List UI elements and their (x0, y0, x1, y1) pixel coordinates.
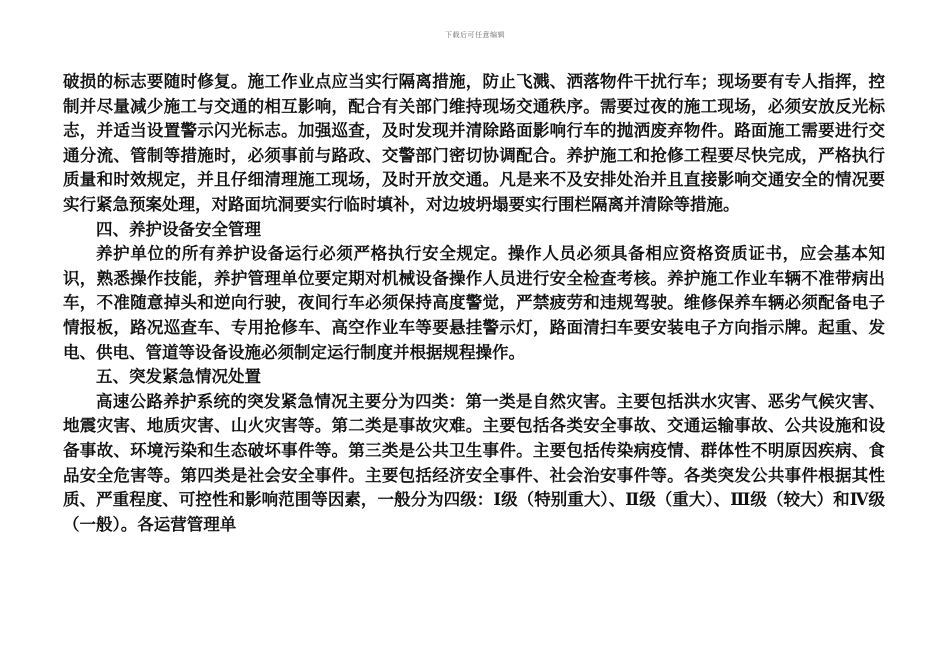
section-heading-5: 五、突发紧急情况处置 (96, 367, 261, 387)
page-header-note: 下载后可任意编辑 (445, 31, 505, 39)
paragraph-emergency-handling: 高速公路养护系统的突发紧急情况主要分为四类：第一类是自然灾害。主要包括洪水灾害、恶劣气候灾害、地震灾害、地质灾害、山火灾害等。第二类是事故灾难。主要包括各类安全事故、交通运输事故、公共设施和设备事故、环境污染和生态破坏事件等。第三类是公共卫生事件。主要包括传染病疫情、群体性不明原因疾病、食品安全危害等。第四类是社会安全事件。主要包括经济安全事件、社会治安事件等。各类突发公共事件根据其性质、严重程度、可控性和影响范围等因素，一般分为四级：Ⅰ级（特别重大）、Ⅱ级（重大）、Ⅲ级（较大）和Ⅳ级（一般）。各运营管理单 (63, 391, 885, 534)
paragraph-continuation: 破损的标志要随时修复。施工作业点应当实行隔离措施，防止飞溅、洒落物件干扰行车；现场要有专人指挥，控制并尽量减少施工与交通的相互影响，配合有关部门维持现场交通秩序。需要过夜的施工现场，必须安放反光标志，并适当设置警示闪光标志。加强巡查，及时发现并清除路面影响行车的抛洒废弃物件。路面施工需要进行交通分流、管制等措施时，必须事前与路政、交警部门密切协调配合。养护施工和抢修工程要尽快完成，严格执行质量和时效规定，并且仔细清理施工现场，及时开放交通。凡是来不及安排处治并且直接影响交通安全的情况要实行紧急预案处理，对路面坑洞要实行临时填补，对边坡坍塌要实行围栏隔离并清除等措施。 (63, 72, 885, 214)
section-heading-4: 四、养护设备安全管理 (96, 219, 261, 239)
document-body (63, 70, 885, 537)
paragraph-equipment-safety: 养护单位的所有养护设备运行必须严格执行安全规定。操作人员必须具备相应资格资质证书，应会基本知识，熟悉操作技能，养护管理单位要定期对机械设备操作人员进行安全检查考核。养护施工作业车辆不准带病出车，不准随意掉头和逆向行驶，夜间行车必须保持高度警觉，严禁疲劳和违规驾驶。维修保养车辆必须配备电子情报板，路况巡查车、专用抢修车、高空作业车等要悬挂警示灯，路面清扫车要安装电子方向指示牌。起重、发电、供电、管道等设备设施必须制定运行制度并根据规程操作。 (63, 244, 885, 362)
